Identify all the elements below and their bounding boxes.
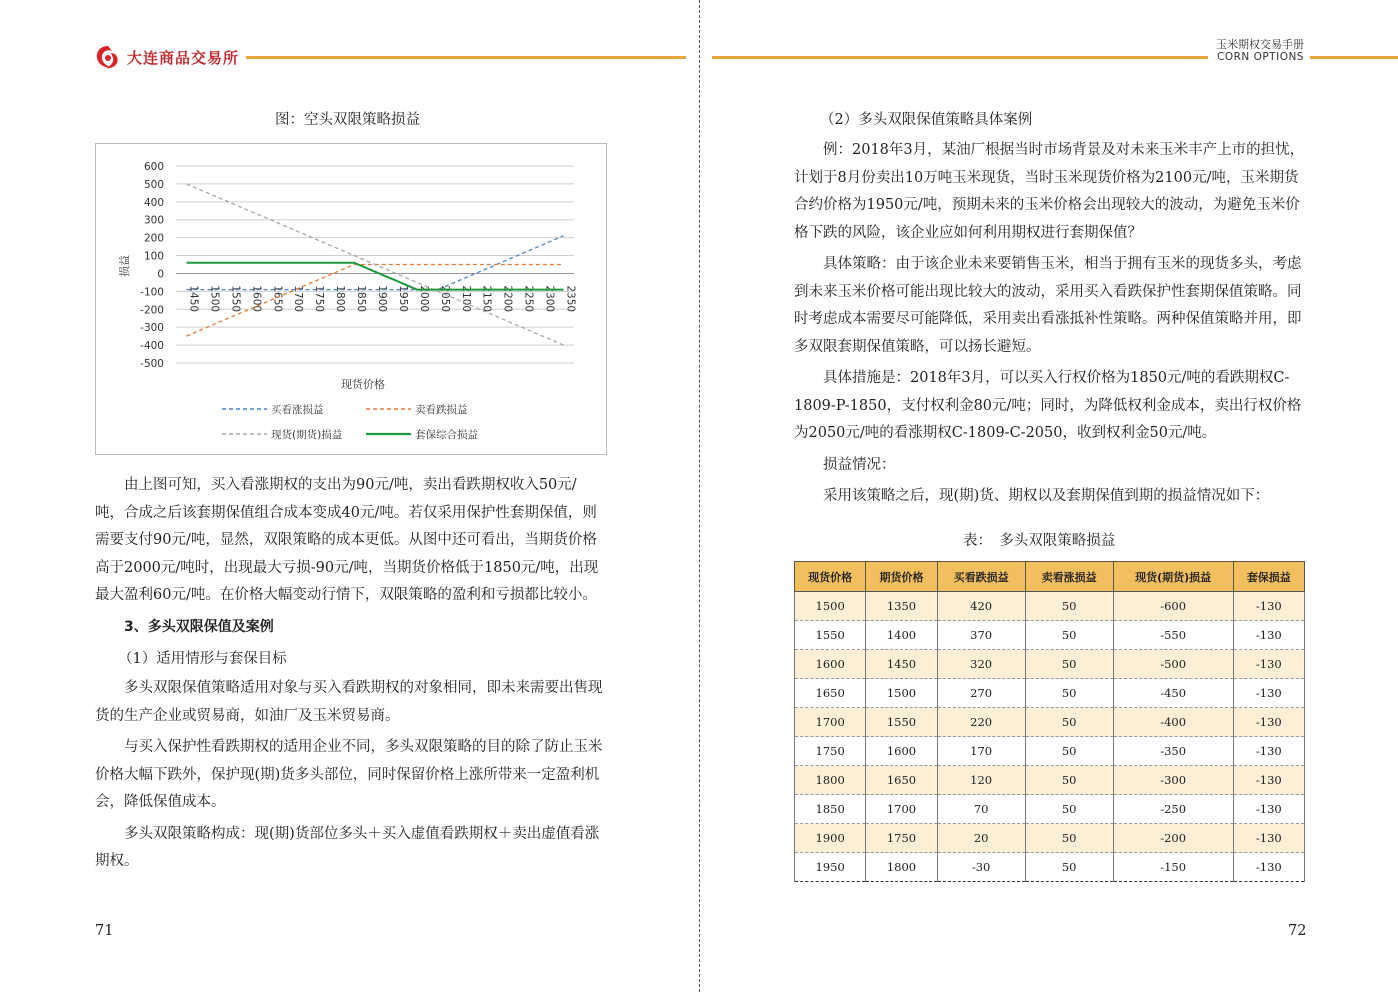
x-tick-label: 2300 [543,285,556,313]
figure-caption: 图：空头双限策略损益 [275,112,420,128]
paragraph-text: 具体措施是：2018年3月，可以买入行权价格为1850元/吨的看跌期权C-1809-P-1850，支付权利金80元/吨；同时，为降低权利金成本，卖出行权价格为2050元/吨的看涨期权C-1809-C-2050，收到权利金50元/吨。 [794,370,1302,441]
table-cell: 1650 [866,766,937,795]
table-row [795,708,1305,737]
y-tick-label: 100 [143,250,164,263]
y-tick-label: -100 [140,286,164,299]
paragraph-text: 由上图可知，买入看涨期权的支出为90元/吨，卖出看跌期权收入50元/吨，合成之后该套期保值组合成本变成40元/吨。若仅采用保护性套期保值，则需要支付90元/吨，显然，双限策略的成本更低。从图中还可看出，当期货价格高于2000元/吨时，出现最大亏损-90元/吨，当期货价格低于1850元/吨，出现最大盈利60元/吨。在价格大幅变动行情下，双限策略的盈利和亏损都比较小。 [95,477,599,603]
table-cell: 1700 [795,708,866,737]
legend-label: 卖看跌损益 [415,404,468,416]
left-paragraph-1 [95,472,605,610]
table-cell: 120 [937,766,1025,795]
payoff-chart [96,144,606,454]
paragraph-text: 与买入保护性看跌期权的适用企业不同，多头双限策略的目的除了防止玉米价格大幅下跌外，保护现(期)货多头部位，同时保留价格上涨所带来一定盈利机会，降低保值成本。 [95,739,603,810]
table-cell: 70 [937,795,1025,824]
table-cell: -300 [1113,766,1233,795]
left-subheading: （1）适用情形与套保目标 [118,651,287,667]
table-cell: -130 [1233,737,1304,766]
legend-label: 买看涨损益 [271,404,324,416]
x-tick-label: 1800 [334,285,347,313]
left-paragraph-group [95,675,605,876]
table-cell: 1550 [795,621,866,650]
table-cell: -400 [1113,708,1233,737]
y-tick-label: -500 [140,358,164,370]
y-tick-label: 500 [143,178,164,191]
table-header-cell: 卖看涨损益 [1025,562,1113,592]
paragraph-text: 多头双限保值策略适用对象与买入看跌期权的对象相同，即未来需要出售现货的生产企业或贸易商，如油厂及玉米贸易商。 [95,680,603,724]
table-cell: 50 [1025,766,1113,795]
x-tick-label: 2200 [501,285,514,313]
table-row [795,650,1305,679]
table-cell: 50 [1025,592,1113,621]
table-cell: 1750 [795,737,866,766]
table-cell: 1850 [795,795,866,824]
table-cell: -130 [1233,621,1304,650]
table-header-cell: 买看跌损益 [937,562,1025,592]
table-cell: -30 [937,853,1025,882]
table-cell: 50 [1025,650,1113,679]
x-tick-label: 1950 [396,285,409,313]
logo [94,44,122,70]
table-cell: -600 [1113,592,1233,621]
page-number-right: 72 [1288,923,1307,939]
table-row [795,824,1305,853]
table-cell: 320 [937,650,1025,679]
table-cell: 50 [1025,795,1113,824]
x-tick-label: 1650 [271,285,284,313]
y-tick-label: 600 [143,161,164,173]
y-tick-label: -300 [140,322,164,335]
table-cell: 170 [937,737,1025,766]
y-tick-label: -400 [140,340,164,353]
table-row [795,679,1305,708]
logo-text: 大连商品交易所 [127,49,240,67]
paragraph-text: 多头双限策略构成：现(期)货部位多头＋买入虚值看跌期权＋卖出虚值看涨期权。 [95,825,600,869]
x-tick-label: 1600 [250,285,263,313]
x-tick-label: 1500 [208,285,221,313]
x-tick-label: 1450 [187,285,200,313]
x-tick-label: 1750 [313,285,326,313]
table-cell: -130 [1233,795,1304,824]
paragraph-text: 具体策略：由于该企业未来要销售玉米，相当于拥有玉米的现货多头，考虑到未来玉米价格可能出现比较大的波动，采用买入看跌保护性套期保值策略。同时考虑成本需要尽可能降低，采用卖出看涨抵补性策略。两种保值策略并用，即多双限套期保值策略，可以扬长避短。 [794,256,1302,355]
y-tick-label: 0 [157,268,164,281]
x-tick-label: 1550 [229,285,242,313]
y-tick-label: 200 [143,232,164,245]
legend-label: 现货(期货)损益 [271,429,343,441]
y-axis-label: 损益 [118,255,131,277]
table-cell: -130 [1233,766,1304,795]
x-tick-label: 2100 [459,285,472,313]
dce-logo-icon [94,44,122,70]
table-cell: -150 [1113,853,1233,882]
table-row [795,853,1305,882]
table-cell: 370 [937,621,1025,650]
table-cell: 50 [1025,621,1113,650]
table-cell: -500 [1113,650,1233,679]
table-cell: 1500 [866,679,937,708]
paragraph-text: 采用该策略之后，现(期)货、期权以及套期保值到期的损益情况如下： [823,488,1270,504]
table-cell: -200 [1113,824,1233,853]
table-cell: -130 [1233,679,1304,708]
y-tick-label: 400 [143,196,164,209]
x-axis-label: 现货价格 [341,378,385,391]
table-cell: -130 [1233,824,1304,853]
legend-label: 套保综合损益 [415,429,478,441]
table-header-cell: 期货价格 [866,562,937,592]
table-header-cell: 现货价格 [795,562,866,592]
table-cell: 50 [1025,679,1113,708]
table-header-cell: 现货(期货)损益 [1113,562,1233,592]
table-header-row [795,562,1305,592]
table-cell: 1600 [795,650,866,679]
table-cell: 1800 [795,766,866,795]
right-paragraph-group [794,137,1305,511]
table-cell: 1650 [795,679,866,708]
table-cell: 1950 [795,853,866,882]
table-cell: -130 [1233,650,1304,679]
table-cell: 50 [1025,737,1113,766]
header-rule-right [712,56,1208,59]
header-right-subtitle: CORN OPTIONS [1217,51,1304,63]
chart-frame [95,143,607,455]
section-heading: 3、多头双限保值及案例 [124,619,274,635]
table-cell: 1450 [866,650,937,679]
table-cell: 1550 [866,708,937,737]
x-tick-label: 2350 [564,285,577,313]
table-cell: 1350 [866,592,937,621]
table-cell: -130 [1233,708,1304,737]
table-cell: 270 [937,679,1025,708]
y-tick-label: -200 [140,304,164,317]
header-right-title: 玉米期权交易手册 [1216,38,1304,51]
x-tick-label: 1850 [355,285,368,313]
table-cell: -130 [1233,592,1304,621]
header-rule-right-end [1310,56,1398,59]
page-number-left: 71 [95,923,114,939]
table-cell: 1400 [866,621,937,650]
table-row [795,621,1305,650]
table-cell: -350 [1113,737,1233,766]
x-tick-label: 1900 [376,285,388,313]
table-cell: 50 [1025,853,1113,882]
x-tick-label: 2000 [417,285,430,313]
paragraph-text: 损益情况： [823,456,896,473]
table-cell: 50 [1025,708,1113,737]
table-cell: 1500 [795,592,866,621]
page-divider [699,0,700,992]
x-tick-label: 2050 [438,285,451,313]
table-cell: -250 [1113,795,1233,824]
table-row [795,737,1305,766]
table-row [795,592,1305,621]
table-caption: 表： 多头双限策略损益 [963,533,1116,549]
table-cell: 1600 [866,737,937,766]
y-tick-label: 300 [143,214,164,227]
table-cell: 1800 [866,853,937,882]
table-header-cell: 套保损益 [1233,562,1304,592]
table-cell: 1900 [795,824,866,853]
table-cell: 1700 [866,795,937,824]
table-cell: -450 [1113,679,1233,708]
table-cell: 220 [937,708,1025,737]
table-cell: 420 [937,592,1025,621]
table-row [795,795,1305,824]
table-row [795,766,1305,795]
payoff-table [794,561,1305,882]
x-tick-label: 2150 [480,285,493,313]
table-cell: -130 [1233,853,1304,882]
right-subheading: （2）多头双限保值策略具体案例 [820,112,1033,128]
series-line-2 [187,184,564,345]
header-rule-left [246,56,686,59]
table-cell: 50 [1025,824,1113,853]
x-tick-label: 1700 [292,285,305,313]
table-cell: 1750 [866,824,937,853]
table-cell: -550 [1113,621,1233,650]
x-tick-label: 2250 [522,285,535,313]
table-cell: 20 [937,824,1025,853]
paragraph-text: 例：2018年3月，某油厂根据当时市场背景及对未来玉米丰产上市的担忧，计划于8月份卖出10万吨玉米现货，当时玉米现货价格为2100元/吨，玉米期货合约价格为1950元/吨，预期未来的玉米价格会出现较大的波动，为避免玉米价格下跌的风险，该企业应如何利用期权进行套期保值？ [794,142,1305,241]
